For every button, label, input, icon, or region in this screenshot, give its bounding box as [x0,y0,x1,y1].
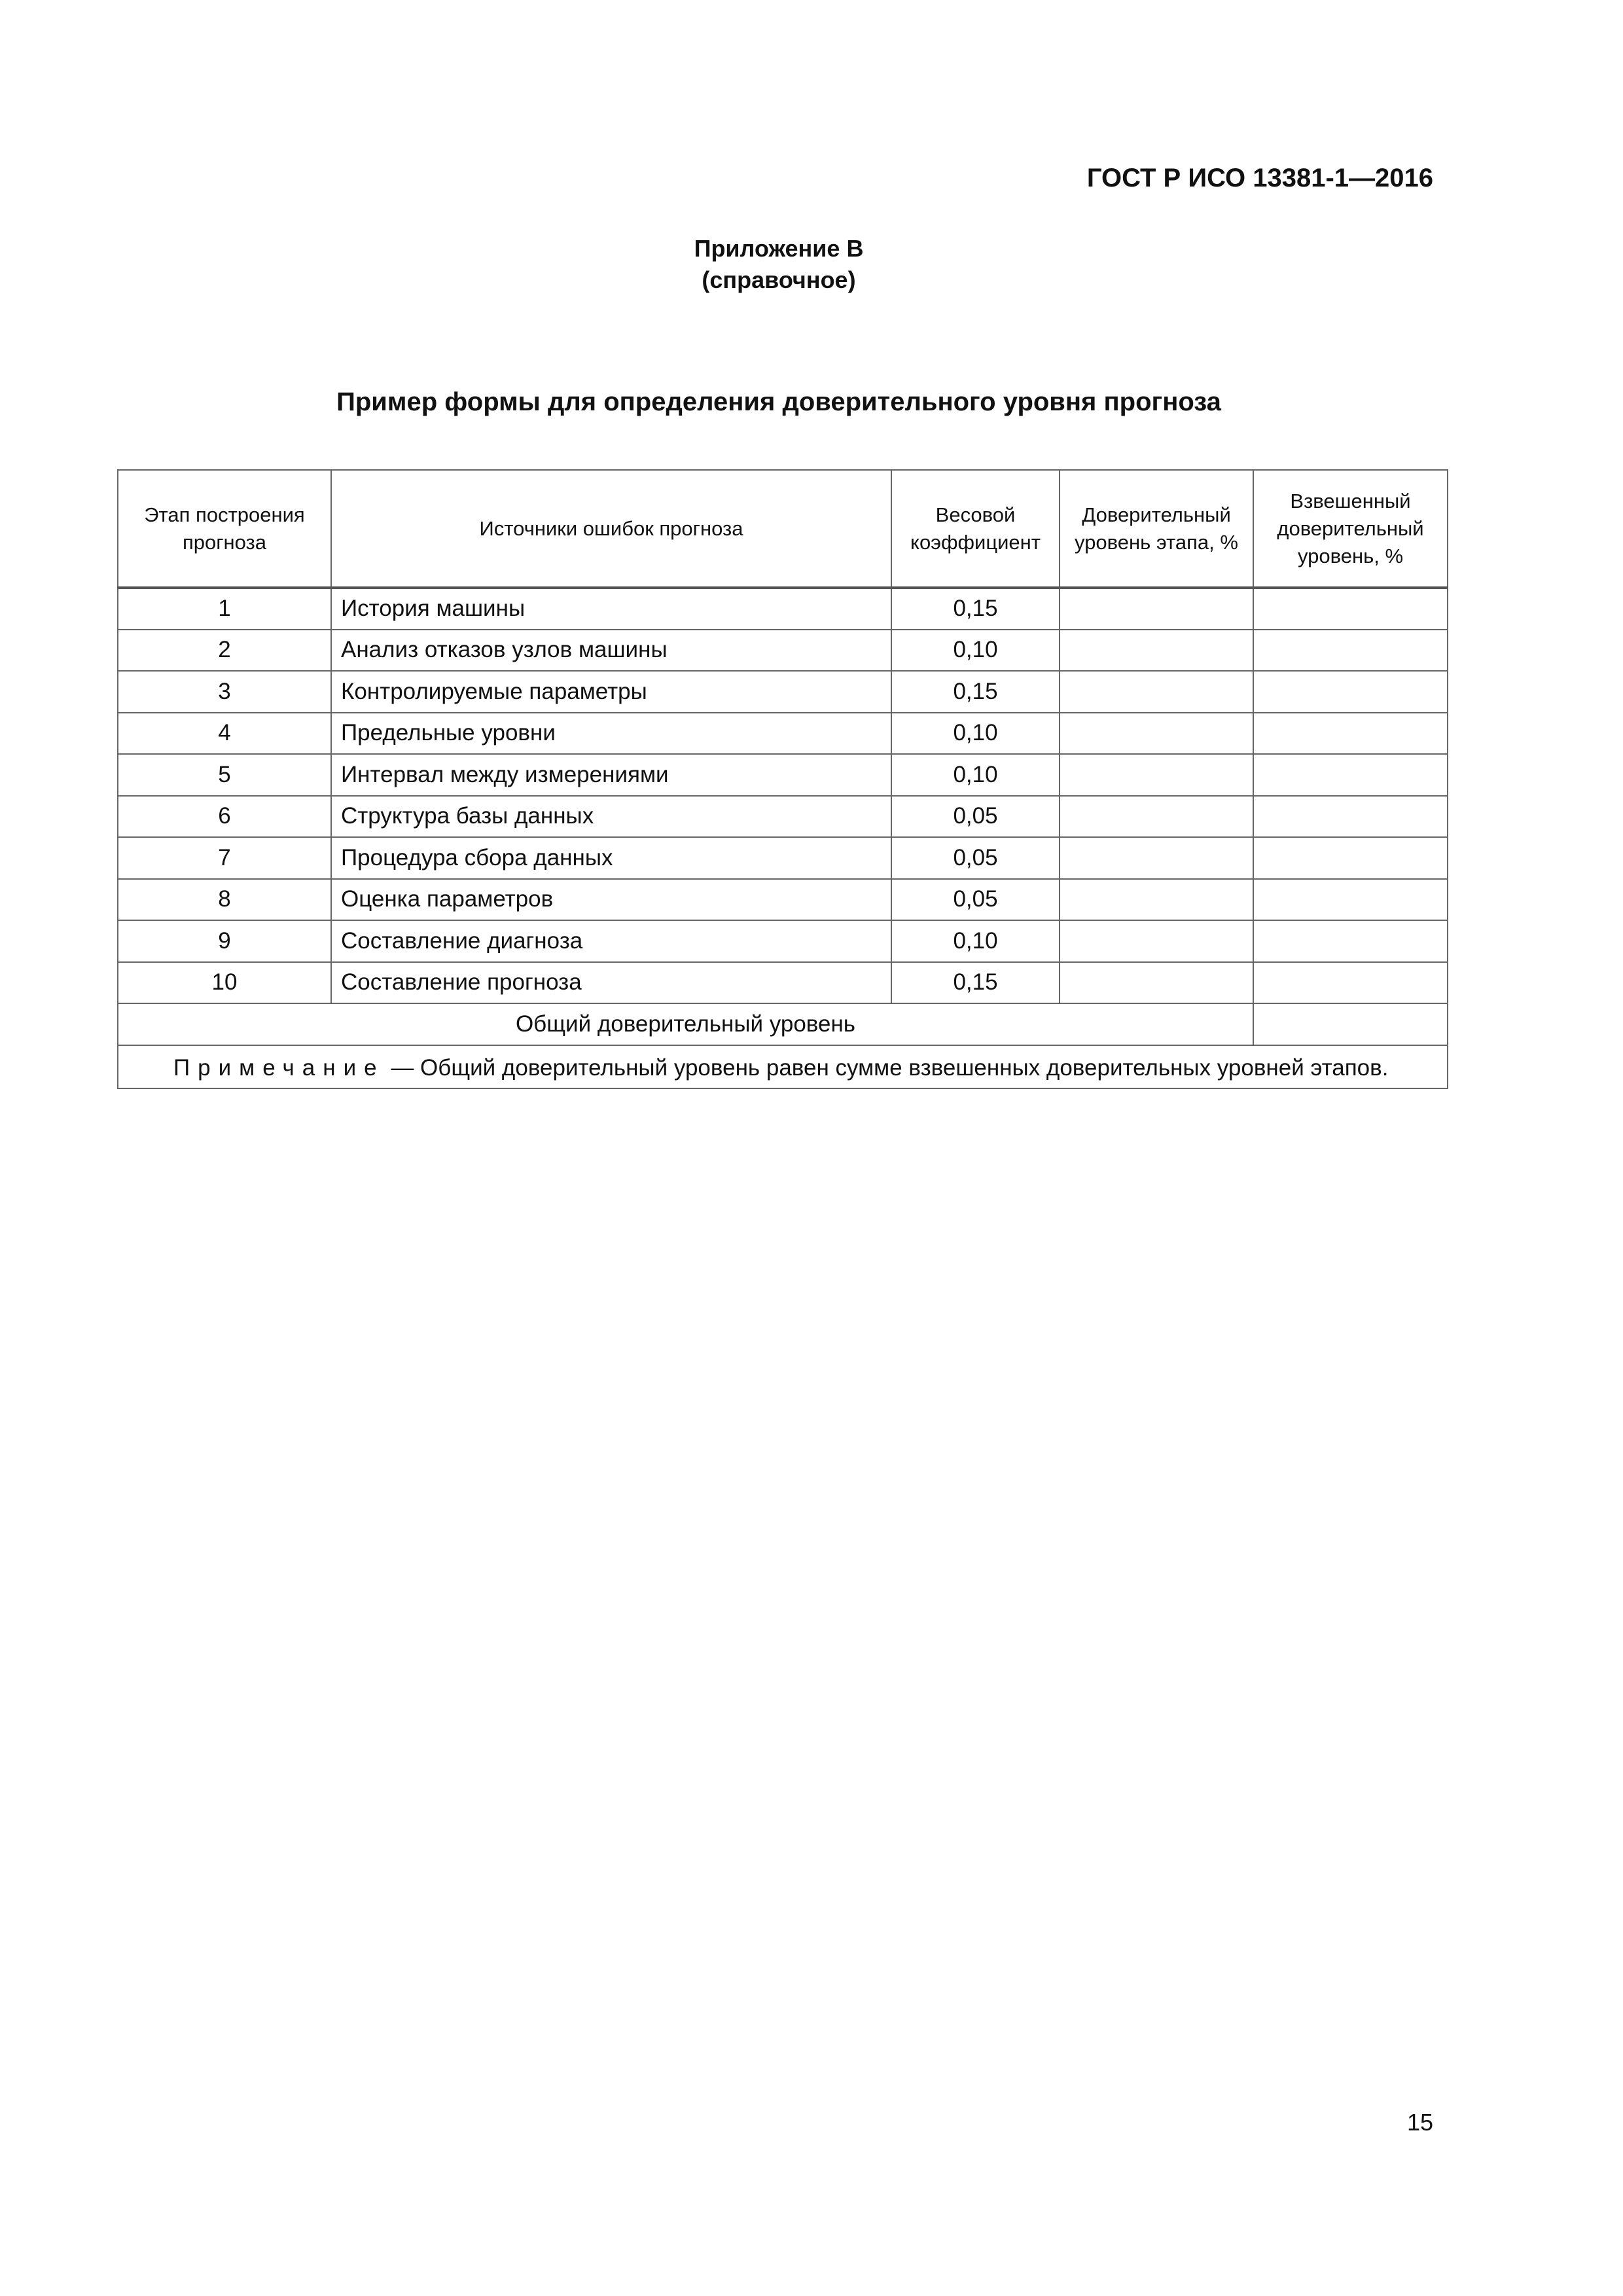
source-cell: Структура базы данных [331,796,891,838]
stage-confidence-cell [1060,962,1253,1004]
note-text: — Общий доверительный уровень равен сумме взвешенных доверительных уровней этапов. [384,1054,1389,1081]
table-row [118,837,1448,879]
weight-cell: 0,05 [891,879,1060,921]
table-row [118,920,1448,962]
table-row [118,754,1448,796]
table-row [118,630,1448,672]
source-cell: Интервал между измерениями [331,754,891,796]
source-cell: Процедура сбора данных [331,837,891,879]
weight-cell: 0,15 [891,588,1060,630]
table-row [118,879,1448,921]
table-row [118,796,1448,838]
total-label: Общий доверительный уровень [118,1003,1253,1045]
weight-cell: 0,15 [891,962,1060,1004]
note-row [118,1045,1448,1088]
weight-cell: 0,15 [891,671,1060,713]
stage-cell: 5 [118,754,331,796]
weight-cell: 0,10 [891,630,1060,672]
source-cell: Оценка параметров [331,879,891,921]
stage-cell: 3 [118,671,331,713]
source-cell: Составление диагноза [331,920,891,962]
table-row [118,962,1448,1004]
stage-confidence-cell [1060,630,1253,672]
header-weighted-confidence: Взвешенный доверительный уровень, % [1253,470,1448,588]
stage-confidence-cell [1060,920,1253,962]
total-value-cell [1253,1003,1448,1045]
source-cell: Составление прогноза [331,962,891,1004]
note-label: Примечание [173,1054,385,1081]
stage-confidence-cell [1060,837,1253,879]
header-error-sources: Источники ошибок прогноза [331,470,891,588]
weighted-confidence-cell [1253,837,1448,879]
stage-cell: 7 [118,837,331,879]
table-row [118,713,1448,755]
stage-cell: 1 [118,588,331,630]
document-code: ГОСТ Р ИСО 13381-1—2016 [1086,164,1433,192]
table-header-row [118,470,1448,588]
annex-title: Приложение В [694,235,864,262]
total-row [118,1003,1448,1045]
stage-confidence-cell [1060,713,1253,755]
weighted-confidence-cell [1253,879,1448,921]
table-row [118,671,1448,713]
weighted-confidence-cell [1253,588,1448,630]
weight-cell: 0,10 [891,754,1060,796]
stage-cell: 6 [118,796,331,838]
weighted-confidence-cell [1253,713,1448,755]
source-cell: История машины [331,588,891,630]
stage-cell: 8 [118,879,331,921]
weighted-confidence-cell [1253,754,1448,796]
weighted-confidence-cell [1253,630,1448,672]
weight-cell: 0,10 [891,920,1060,962]
stage-cell: 2 [118,630,331,672]
table-row [118,588,1448,630]
stage-confidence-cell [1060,796,1253,838]
confidence-level-table [117,469,1448,1089]
weighted-confidence-cell [1253,671,1448,713]
source-cell: Анализ отказов узлов машины [331,630,891,672]
weighted-confidence-cell [1253,796,1448,838]
header-weight: Весовой коэффициент [891,470,1060,588]
form-title: Пример формы для определения доверительного уровня прогноза [336,387,1221,416]
annex-type: (справочное) [702,266,856,293]
page-number: 15 [1406,2109,1433,2136]
stage-cell: 4 [118,713,331,755]
weighted-confidence-cell [1253,920,1448,962]
weight-cell: 0,05 [891,796,1060,838]
stage-confidence-cell [1060,754,1253,796]
weight-cell: 0,10 [891,713,1060,755]
source-cell: Предельные уровни [331,713,891,755]
header-stage: Этап построения прогноза [118,470,331,588]
stage-confidence-cell [1060,671,1253,713]
stage-cell: 10 [118,962,331,1004]
weight-cell: 0,05 [891,837,1060,879]
weighted-confidence-cell [1253,962,1448,1004]
stage-cell: 9 [118,920,331,962]
note-cell [118,1045,1448,1088]
source-cell: Контролируемые параметры [331,671,891,713]
stage-confidence-cell [1060,588,1253,630]
annex-heading [0,233,1558,296]
stage-confidence-cell [1060,879,1253,921]
header-stage-confidence: Доверительный уровень этапа, % [1060,470,1253,588]
